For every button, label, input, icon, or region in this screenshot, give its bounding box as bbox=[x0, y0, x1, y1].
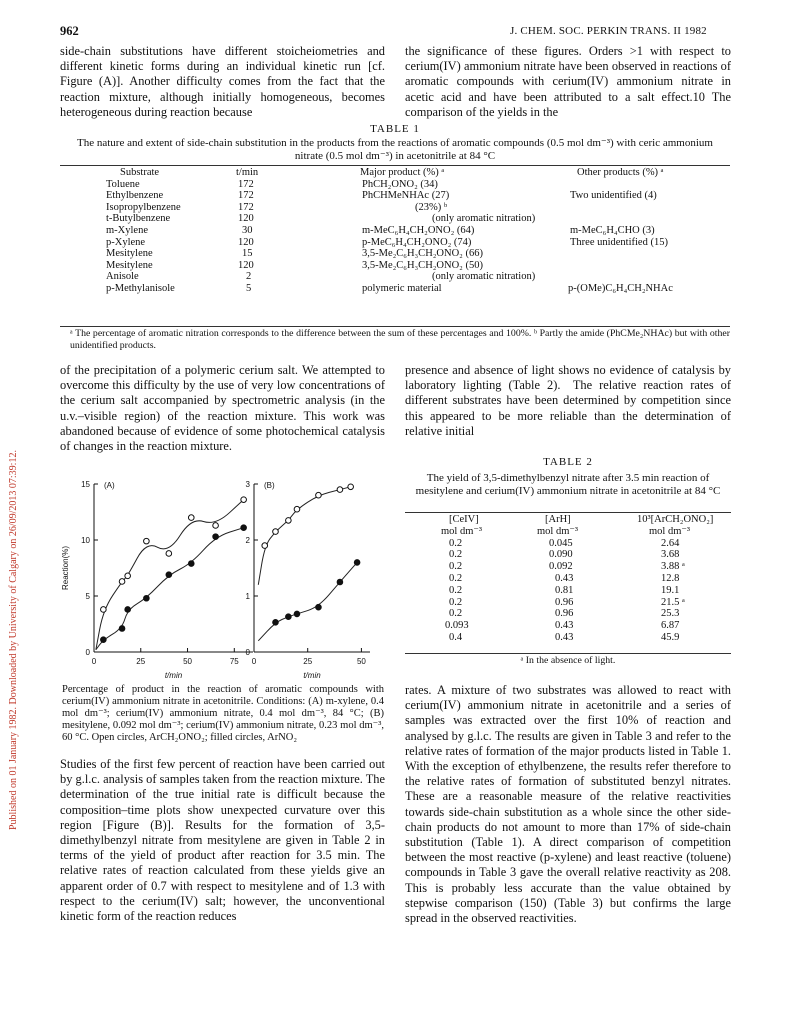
table2-cell: 0.43 bbox=[555, 631, 574, 643]
table2-header: [CeIV] bbox=[449, 514, 479, 525]
download-watermark: Published on 01 January 1982. Downloaded by University of Calgary on 26/09/2013 07:39:12. bbox=[8, 450, 19, 830]
table-row bbox=[60, 225, 730, 237]
table2-cell: 6.87 bbox=[661, 620, 680, 632]
page-number: 962 bbox=[60, 24, 79, 38]
filled-point bbox=[144, 595, 150, 601]
table1-cell: Ethylbenzene bbox=[106, 190, 164, 202]
open-point bbox=[119, 579, 125, 585]
x-tick-label: 25 bbox=[303, 657, 313, 666]
x-tick-label: 75 bbox=[229, 657, 239, 666]
table1-cell: (23%) ᵇ bbox=[415, 201, 448, 213]
table1-cell: 120 bbox=[238, 259, 254, 271]
x-tick-label: 0 bbox=[91, 657, 97, 666]
table2-unit: mol dm⁻³ bbox=[537, 525, 579, 537]
table2 bbox=[405, 514, 731, 644]
table2-cell: 0.2 bbox=[449, 596, 463, 608]
table2-cell: 0.2 bbox=[449, 537, 463, 549]
filled-point bbox=[294, 611, 300, 617]
table1-cell: 2 bbox=[246, 271, 252, 283]
table-row bbox=[405, 538, 731, 550]
x-tick-label: 0 bbox=[251, 657, 257, 666]
table2-cell: 0.96 bbox=[555, 596, 574, 608]
table1-cell: m-Xylene bbox=[106, 224, 148, 236]
table2-cell: 0.090 bbox=[549, 549, 573, 561]
chart-panel-a bbox=[61, 480, 253, 680]
table2-cell: 0.43 bbox=[555, 572, 574, 584]
table1-cell: m-MeC₆H₄CHO (3) bbox=[570, 224, 655, 236]
filled-point bbox=[125, 607, 131, 613]
open-point bbox=[125, 573, 131, 579]
table1-cell: Mesitylene bbox=[106, 248, 153, 260]
table2-cell: 0.2 bbox=[449, 561, 463, 573]
table1-cell: Toluene bbox=[106, 178, 140, 190]
table2-cell: 12.8 bbox=[661, 572, 680, 584]
table-row bbox=[60, 283, 730, 295]
table2-cell: 0.2 bbox=[449, 572, 463, 584]
table1-cell: PhCHMeNHAc (27) bbox=[362, 190, 450, 202]
table1-cell: polymeric material bbox=[362, 282, 442, 294]
table-row bbox=[60, 179, 730, 191]
filled-point bbox=[213, 534, 219, 540]
table-row bbox=[405, 549, 731, 561]
table2-cell: 2.64 bbox=[661, 537, 680, 549]
table1-title: TABLE 1 bbox=[370, 123, 420, 135]
figure-reaction-plots bbox=[58, 470, 388, 685]
open-point bbox=[337, 487, 343, 493]
table1-cell: p-Xylene bbox=[106, 236, 146, 248]
table-row bbox=[405, 573, 731, 585]
table2-cell: 3.68 bbox=[661, 549, 680, 561]
table-row bbox=[60, 237, 730, 249]
fit-curve-filled bbox=[258, 562, 357, 640]
table1-header: Major product (%) ᵃ bbox=[360, 167, 445, 178]
table-row bbox=[60, 260, 730, 272]
table2-caption: The yield of 3,5-dimethylbenzyl nitrate after 3.5 min reaction of mesitylene and cerium(IV) ammonium nitrate in acetonitrile at 84 °C bbox=[415, 472, 721, 497]
open-point bbox=[241, 497, 247, 503]
open-point bbox=[188, 515, 194, 521]
table1-cell: (only aromatic nitration) bbox=[432, 271, 536, 283]
open-point bbox=[144, 538, 150, 544]
y-tick-label: 0 bbox=[245, 648, 250, 657]
text-mid-left: of the precipitation of a polymeric cerium salt. We attempted to overcome this difficulty by the use of very low concentrations of the cerium salt accompanied by spectrometric analysis (in the u.v.–visible region) of the reaction mixture. This work was abandoned because of evidence of some photochemical catalysis of changes in the reaction mixture. bbox=[60, 363, 385, 454]
table1-cell: 172 bbox=[238, 178, 254, 190]
table-row bbox=[405, 585, 731, 597]
table-row bbox=[60, 190, 730, 202]
table2-cell: 0.2 bbox=[449, 549, 463, 561]
filled-point bbox=[286, 614, 292, 620]
table1-cell: 15 bbox=[242, 248, 253, 260]
filled-point bbox=[337, 579, 343, 585]
x-axis-label: t/min bbox=[164, 671, 183, 680]
x-tick-label: 50 bbox=[356, 657, 366, 666]
table1-cell: 3,5-Me₂C₆H₃CH₂ONO₂ (50) bbox=[362, 259, 483, 271]
table1-cell: p-(OMe)C₆H₄CH₂NHAc bbox=[568, 282, 673, 294]
y-tick-label: 0 bbox=[85, 648, 90, 657]
table-row bbox=[405, 632, 731, 644]
table1-cell: PhCH₂ONO₂ (34) bbox=[362, 178, 438, 190]
x-axis-label: t/min bbox=[303, 671, 321, 680]
table2-cell: 0.2 bbox=[449, 608, 463, 620]
panel-title: (B) bbox=[264, 481, 275, 490]
table1-cell: p-Methylanisole bbox=[106, 282, 175, 294]
table-row bbox=[60, 248, 730, 260]
table1-header: Substrate bbox=[120, 167, 160, 178]
text-top-right: the significance of these figures. Orders >1 with respect to cerium(IV) ammonium nitrate have been observed in reactions of aromatic compounds with cerium(IV) ammonium nitrate in acetic acid and have been attributed to a salt effect.10 The comparison of the yields in the bbox=[405, 44, 731, 119]
open-point bbox=[286, 518, 292, 524]
table-row bbox=[405, 597, 731, 609]
table2-cell: 3.88 ᵃ bbox=[661, 561, 685, 573]
y-tick-label: 10 bbox=[81, 536, 90, 545]
figure-caption: Percentage of product in the reaction of aromatic compounds with cerium(IV) ammonium nitrate in acetonitrile. Conditions: (A) m-xylene, 0.4 mol dm⁻³; cerium(IV) ammonium nitrate, 0.4 mol dm⁻³, 84 °C; (B) mesitylene, 0.092 mol dm⁻³; cerium(IV) ammonium nitrate, 0.23 mol dm⁻³, 60 °C. Open circles, ArCH₂ONO₂; filled circles, ArNO₂ bbox=[62, 684, 384, 743]
table1-cell: Mesitylene bbox=[106, 259, 153, 271]
open-point bbox=[101, 607, 107, 613]
table2-unit: mol dm⁻³ bbox=[441, 525, 483, 537]
y-tick-label: 3 bbox=[245, 480, 250, 489]
open-point bbox=[273, 529, 279, 535]
panel-title: (A) bbox=[104, 481, 115, 490]
y-tick-label: 15 bbox=[81, 480, 90, 489]
table1-cell: Anisole bbox=[106, 271, 139, 283]
filled-point bbox=[119, 626, 125, 632]
table2-top-rule bbox=[405, 512, 731, 513]
table1-cell: 172 bbox=[238, 201, 254, 213]
table1-cell: Two unidentified (4) bbox=[570, 190, 657, 202]
table1-bottom-rule bbox=[60, 326, 730, 327]
text-mid-right: presence and absence of light shows no evidence of catalysis by laboratory lighting (Table 2). The relative reaction rates of different substrates have been determined by competition since this appeared to be more reliable than the determination of relative initial bbox=[405, 363, 731, 438]
table1-cell: t-Butylbenzene bbox=[106, 213, 171, 225]
table-row bbox=[405, 608, 731, 620]
fit-curve-filled bbox=[96, 528, 244, 650]
open-point bbox=[166, 551, 172, 557]
table1-cell: m-MeC₆H₄CH₂ONO₂ (64) bbox=[362, 224, 475, 236]
x-tick-label: 50 bbox=[183, 657, 192, 666]
table2-cell: 0.093 bbox=[445, 620, 469, 632]
table1 bbox=[60, 167, 730, 295]
table2-cell: 0.2 bbox=[449, 584, 463, 596]
y-tick-label: 1 bbox=[245, 592, 250, 601]
table-row bbox=[60, 213, 730, 225]
table2-cell: 0.4 bbox=[449, 631, 463, 643]
table-row bbox=[405, 561, 731, 573]
table1-header-row bbox=[60, 167, 730, 179]
table1-cell: Three unidentified (15) bbox=[570, 236, 668, 248]
table2-cell: 45.9 bbox=[661, 631, 680, 643]
table2-cell: 21.5 ᵃ bbox=[661, 596, 685, 608]
table1-cell: (only aromatic nitration) bbox=[432, 213, 536, 225]
table2-cell: 0.96 bbox=[555, 608, 574, 620]
table-row bbox=[405, 620, 731, 632]
table2-cell: 25.3 bbox=[661, 608, 680, 620]
table1-footnote: ᵃ The percentage of aromatic nitration corresponds to the difference between the sum of these percentages and 100%. ᵇ Partly the amide (PhCMe₂NHAc) but with other unidentified products. bbox=[70, 328, 730, 351]
table-row bbox=[60, 271, 730, 283]
x-tick-label: 25 bbox=[136, 657, 146, 666]
table1-header: Other products (%) ᵃ bbox=[577, 167, 664, 178]
filled-point bbox=[101, 637, 107, 643]
table1-cell: 30 bbox=[242, 224, 253, 236]
table2-cell: 0.43 bbox=[555, 620, 574, 632]
table2-footnote: ᵃ In the absence of light. bbox=[520, 655, 616, 666]
table-row bbox=[60, 202, 730, 214]
filled-point bbox=[354, 560, 360, 566]
table2-title: TABLE 2 bbox=[543, 456, 593, 468]
text-top-left: side-chain substitutions have different stoicheiometries and different kinetic forms during an individual kinetic run [cf. Figure (A)]. Another difficulty comes from the fact that the reaction mixture, although initially homogeneous, becomes heterogeneous during reaction because bbox=[60, 44, 385, 119]
open-point bbox=[213, 523, 219, 529]
table2-unit: mol dm⁻³ bbox=[649, 525, 691, 537]
table1-cell: Isopropylbenzene bbox=[106, 201, 181, 213]
table2-header-row bbox=[405, 514, 731, 526]
open-point bbox=[316, 492, 322, 498]
text-bottom-left: Studies of the first few percent of reaction have been carried out by g.l.c. analysis of samples taken from the reaction mixture. The determination of the true initial rate is difficult because the composition–time plots show unexpected curvature over this region [Figure (B)]. Results for the formation of 3,5-dimethylbenzyl nitrate from mesitylene are given in Table 2 in terms of the yield of product after reaction for 3.5 min. The relative rates of reaction calculated from these yields give an apparent order of 0.7 with respect to mesitylene and of 1.3 with respect to the cerium(IV) salt; however, the unconventional kinetic form of the reaction reduces bbox=[60, 757, 385, 924]
y-tick-label: 2 bbox=[245, 536, 250, 545]
table2-cell: 0.81 bbox=[555, 584, 574, 596]
table2-cell: 19.1 bbox=[661, 584, 680, 596]
filled-point bbox=[241, 525, 247, 531]
table1-cell: 120 bbox=[238, 236, 254, 248]
chart-panel-b bbox=[246, 480, 370, 680]
journal-header: J. CHEM. SOC. PERKIN TRANS. II 1982 bbox=[510, 25, 707, 37]
open-point bbox=[348, 484, 354, 490]
table1-cell: 5 bbox=[246, 282, 252, 294]
text-bottom-right: rates. A mixture of two substrates was allowed to react with cerium(IV) ammonium nitrate in acetonitrile and a series of samples was extracted over the first 10% of reaction and analysed by g.l.c. The results are given in Table 3 and refer to the relative rates of formation of the major products listed in Table 1. With the exception of ethylbenzene, the results refer therefore to the relative rates of formation of substituted benzyl nitrates. These are a reasonable measure of the relative reactivities towards side-chain substitution as a whole since the other side-chain products do not amount to more than 17% of side-chain substitution (Table 1). A direct comparison of competition between the most reactive (p-xylene) and least reactive (toluene) compounds in Table 3 gave the overall relative reactivity as 208. This is probably less accurate than the value obtained by stepwise comparison (150) (Table 3) but confirms the large spread in the observed reactivities. bbox=[405, 683, 731, 926]
y-tick-label: 5 bbox=[85, 592, 90, 601]
filled-point bbox=[316, 604, 322, 610]
table2-cell: 0.045 bbox=[549, 537, 573, 549]
table1-caption: The nature and extent of side-chain substitution in the products from the reactions of aromatic compounds (0.5 mol dm⁻³) with ceric ammonium nitrate (0.5 mol dm⁻³) in acetonitrile at 84 °C bbox=[77, 137, 713, 162]
table1-header: t/min bbox=[236, 167, 259, 178]
table2-header: [ArH] bbox=[545, 514, 571, 525]
table2-units-row bbox=[405, 526, 731, 538]
table1-cell: p-MeC₆H₄CH₂ONO₂ (74) bbox=[362, 236, 472, 248]
table1-cell: 3,5-Me₂C₆H₃CH₂ONO₂ (66) bbox=[362, 248, 483, 260]
table1-cell: 120 bbox=[238, 213, 254, 225]
table2-bottom-rule bbox=[405, 653, 731, 654]
filled-point bbox=[273, 620, 279, 626]
table1-cell: 172 bbox=[238, 190, 254, 202]
filled-point bbox=[166, 572, 172, 578]
y-axis-label: Reaction(%) bbox=[61, 545, 70, 591]
open-point bbox=[262, 543, 268, 549]
table2-cell: 0.092 bbox=[549, 561, 573, 573]
filled-point bbox=[188, 561, 194, 567]
fit-curve-open bbox=[258, 487, 350, 585]
table2-header: 10³[ArCH₂ONO₂] bbox=[637, 514, 714, 525]
open-point bbox=[294, 506, 300, 512]
table1-top-rule bbox=[60, 165, 730, 166]
